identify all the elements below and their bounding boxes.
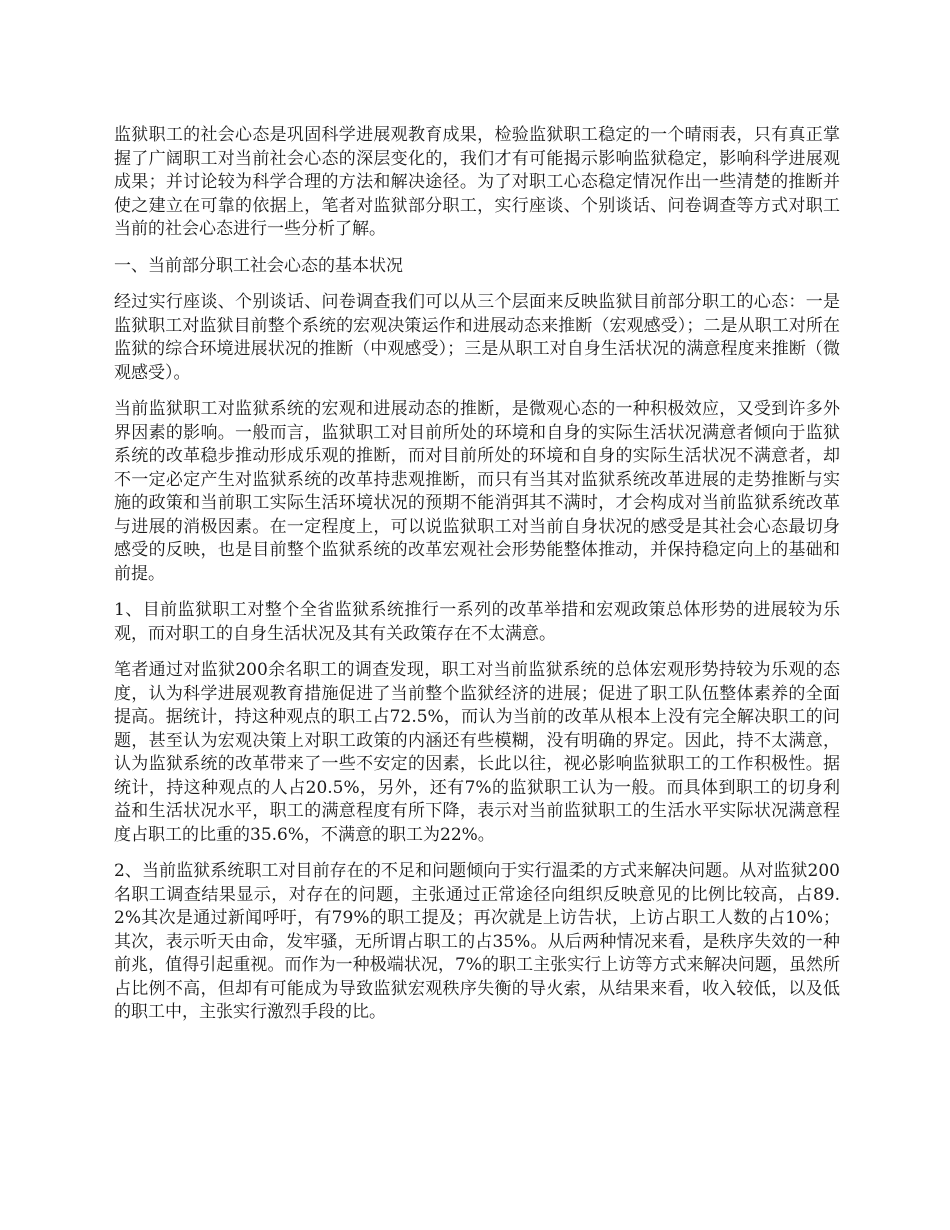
body-paragraph: 经过实行座谈、个别谈话、问卷调查我们可以从三个层面来反映监狱目前部分职工的心态：一是监狱职工对监狱目前整个系统的宏观决策运作和进展动态来推断（宏观感受）；二是从职工对所在监狱的综合环境进展状况的推断（中观感受）；三是从职工对自身生活状况的满意程度来推断（微观感受）。 [114, 292, 840, 383]
subheading-paragraph: 1、目前监狱职工对整个全省监狱系统推行一系列的改革举措和宏观政策总体形势的进展较为乐观，而对职工的自身生活状况及其有关政策存在不太满意。 [114, 600, 840, 644]
body-paragraph: 当前监狱职工对监狱系统的宏观和进展动态的推断，是微观心态的一种积极效应，又受到许多外界因素的影响。一般而言，监狱职工对目前所处的环境和自身的实际生活状况满意者倾向于监狱系统的改革稳步推动形成乐观的推断，而对目前所处的环境和自身的实际生活状况不满意者，却不一定必定产生对监狱系统的改革持悲观推断，而只有当其对监狱系统改革进展的走势推断与实施的政策和当前职工实际生活环境状况的预期不能消弭其不满时，才会构成对当前监狱系统改革与进展的消极因素。在一定程度上，可以说监狱职工对当前自身状况的感受是其社会心态最切身感受的反映，也是目前整个监狱系统的改革宏观社会形势能整体推动，并保持稳定向上的基础和前提。 [114, 399, 840, 584]
document-body [114, 124, 840, 1038]
body-paragraph: 笔者通过对监狱200余名职工的调查发现，职工对当前监狱系统的总体宏观形势持较为乐观的态度，认为科学进展观教育措施促进了当前整个监狱经济的进展；促进了职工队伍整体素养的全面提高。据统计，持这种观点的职工占72.5%，而认为当前的改革从根本上没有完全解决职工的问题，甚至认为宏观决策上对职工政策的内涵还有些模糊，没有明确的界定。因此，持不太满意，认为监狱系统的改革带来了一些不安定的因素，长此以往，视必影响监狱职工的工作积极性。据统计，持这种观点的人占20.5%，另外，还有7%的监狱职工认为一般。而具体到职工的切身利益和生活状况水平，职工的满意程度有所下降，表示对当前监狱职工的生活水平实际状况满意程度占职工的比重的35.6%，不满意的职工为22%。 [114, 660, 840, 845]
body-paragraph: 2、当前监狱系统职工对目前存在的不足和问题倾向于实行温柔的方式来解决问题。从对监狱200名职工调查结果显示，对存在的问题，主张通过正常途径向组织反映意见的比例比较高，占89.2%其次是通过新闻呼吁，有79%的职工提及；再次就是上访告状，上访占职工人数的占10%；其次，表示听天由命，发牢骚，无所谓占职工的占35%。从后两种情况来看，是秩序失效的一种前兆，值得引起重视。而作为一种极端状况，7%的职工主张实行上访等方式来解决问题，虽然所占比例不高，但却有可能成为导致监狱宏观秩序失衡的导火索，从结果来看，收入较低，以及低的职工中，主张实行激烈手段的比。 [114, 861, 840, 1022]
section-heading: 一、当前部分职工社会心态的基本状况 [114, 255, 403, 276]
intro-paragraph: 监狱职工的社会心态是巩固科学进展观教育成果，检验监狱职工稳定的一个晴雨表，只有真正掌握了广阔职工对当前社会心态的深层变化的，我们才有可能揭示影响监狱稳定，影响科学进展观成果；并讨论较为科学合理的方法和解决途径。为了对职工心态稳定情况作出一些清楚的推断并使之建立在可靠的依据上，笔者对监狱部分职工，实行座谈、个别谈话、问卷调查等方式对职工当前的社会心态进行一些分析了解。 [114, 125, 840, 239]
